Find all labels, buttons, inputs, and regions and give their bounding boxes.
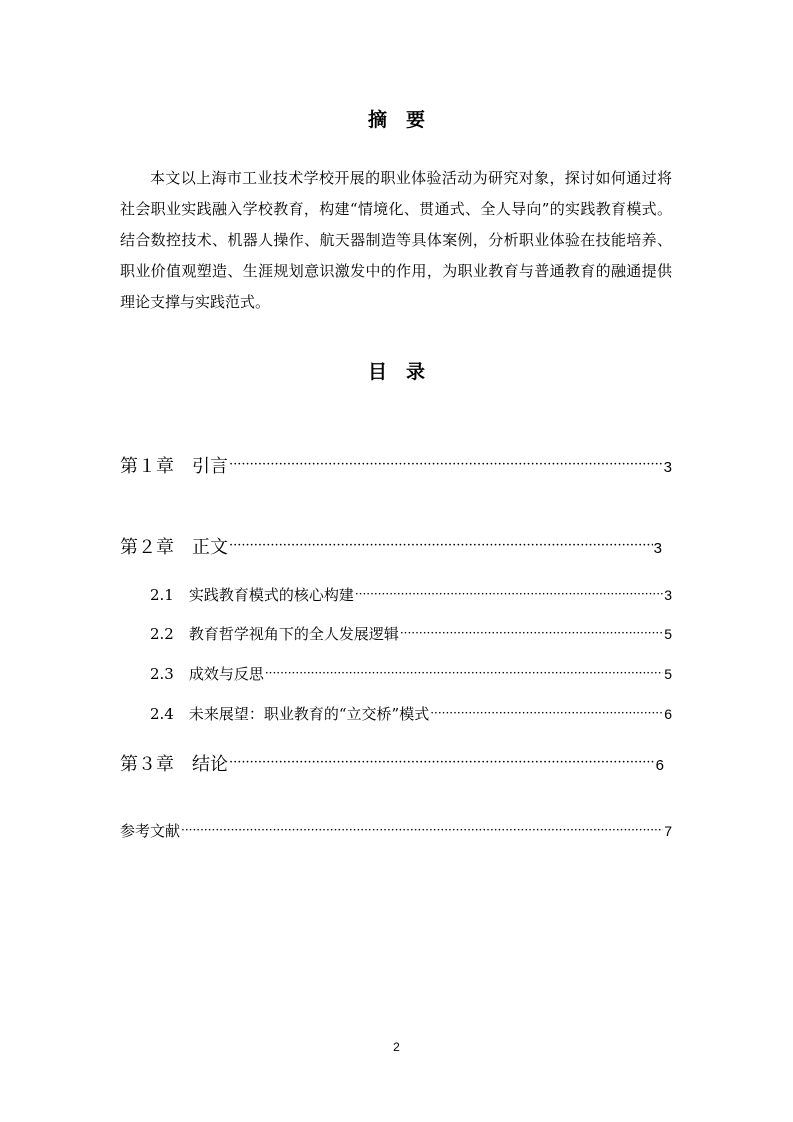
- toc-entry-label: 2.4 未来展望：职业教育的“立交桥”模式: [150, 705, 430, 723]
- toc-entry-page: 3: [663, 459, 672, 476]
- toc-entry-label: 第３章 结论: [120, 754, 228, 775]
- toc-entry-page: 5: [664, 626, 672, 642]
- toc-title: 目 录: [367, 361, 425, 383]
- toc-entry-chapter-3[interactable]: [120, 750, 664, 776]
- toc-entry-page: 6: [655, 757, 664, 774]
- toc-entry-section-2-4[interactable]: [150, 703, 672, 724]
- toc-entry-references[interactable]: [120, 820, 672, 841]
- toc-entry-page: 5: [664, 666, 672, 682]
- toc-entry-section-2-1[interactable]: [150, 584, 672, 605]
- toc-entry-label: 2.2 教育哲学视角下的全人发展逻辑: [150, 625, 399, 643]
- toc-entry-label: 2.1 实践教育模式的核心构建: [150, 586, 354, 604]
- toc-leader-dots: [229, 752, 655, 770]
- abstract-title: 摘 要: [367, 109, 425, 131]
- toc-entry-page: 6: [664, 706, 672, 722]
- toc-entry-label: 第１章 引言: [120, 456, 228, 477]
- page-number: 2: [393, 1040, 400, 1054]
- toc-entry-chapter-1[interactable]: [120, 452, 672, 478]
- toc-leader-dots: [265, 664, 663, 679]
- toc-entry-page: 3: [653, 540, 662, 557]
- toc-entry-label: 参考文献: [120, 822, 181, 840]
- toc-leader-dots: [181, 821, 663, 836]
- toc-leader-dots: [229, 454, 663, 472]
- toc-leader-dots: [355, 585, 663, 600]
- toc-entry-chapter-2[interactable]: [120, 533, 662, 559]
- toc-entry-label: 第２章 正文: [120, 537, 228, 558]
- toc-entry-page: 7: [664, 823, 672, 839]
- toc-entry-section-2-3[interactable]: [150, 663, 672, 684]
- toc-entry-page: 3: [664, 587, 672, 603]
- toc-leader-dots: [400, 624, 663, 639]
- toc-leader-dots: [229, 535, 653, 553]
- toc-entry-label: 2.3 成效与反思: [150, 665, 264, 683]
- toc-leader-dots: [430, 704, 663, 719]
- abstract-body: 本文以上海市工业技术学校开展的职业体验活动为研究对象，探讨如何通过将社会职业实践融入学校教育，构建“情境化、贯通式、全人导向”的实践教育模式。结合数控技术、机器人操作、航天器制造等具体案例，分析职业体验在技能培养、职业价值观塑造、生涯规划意识激发中的作用，为职业教育与普通教育的融通提供理论支撑与实践范式。: [120, 169, 672, 311]
- toc-entry-section-2-2[interactable]: [150, 623, 672, 644]
